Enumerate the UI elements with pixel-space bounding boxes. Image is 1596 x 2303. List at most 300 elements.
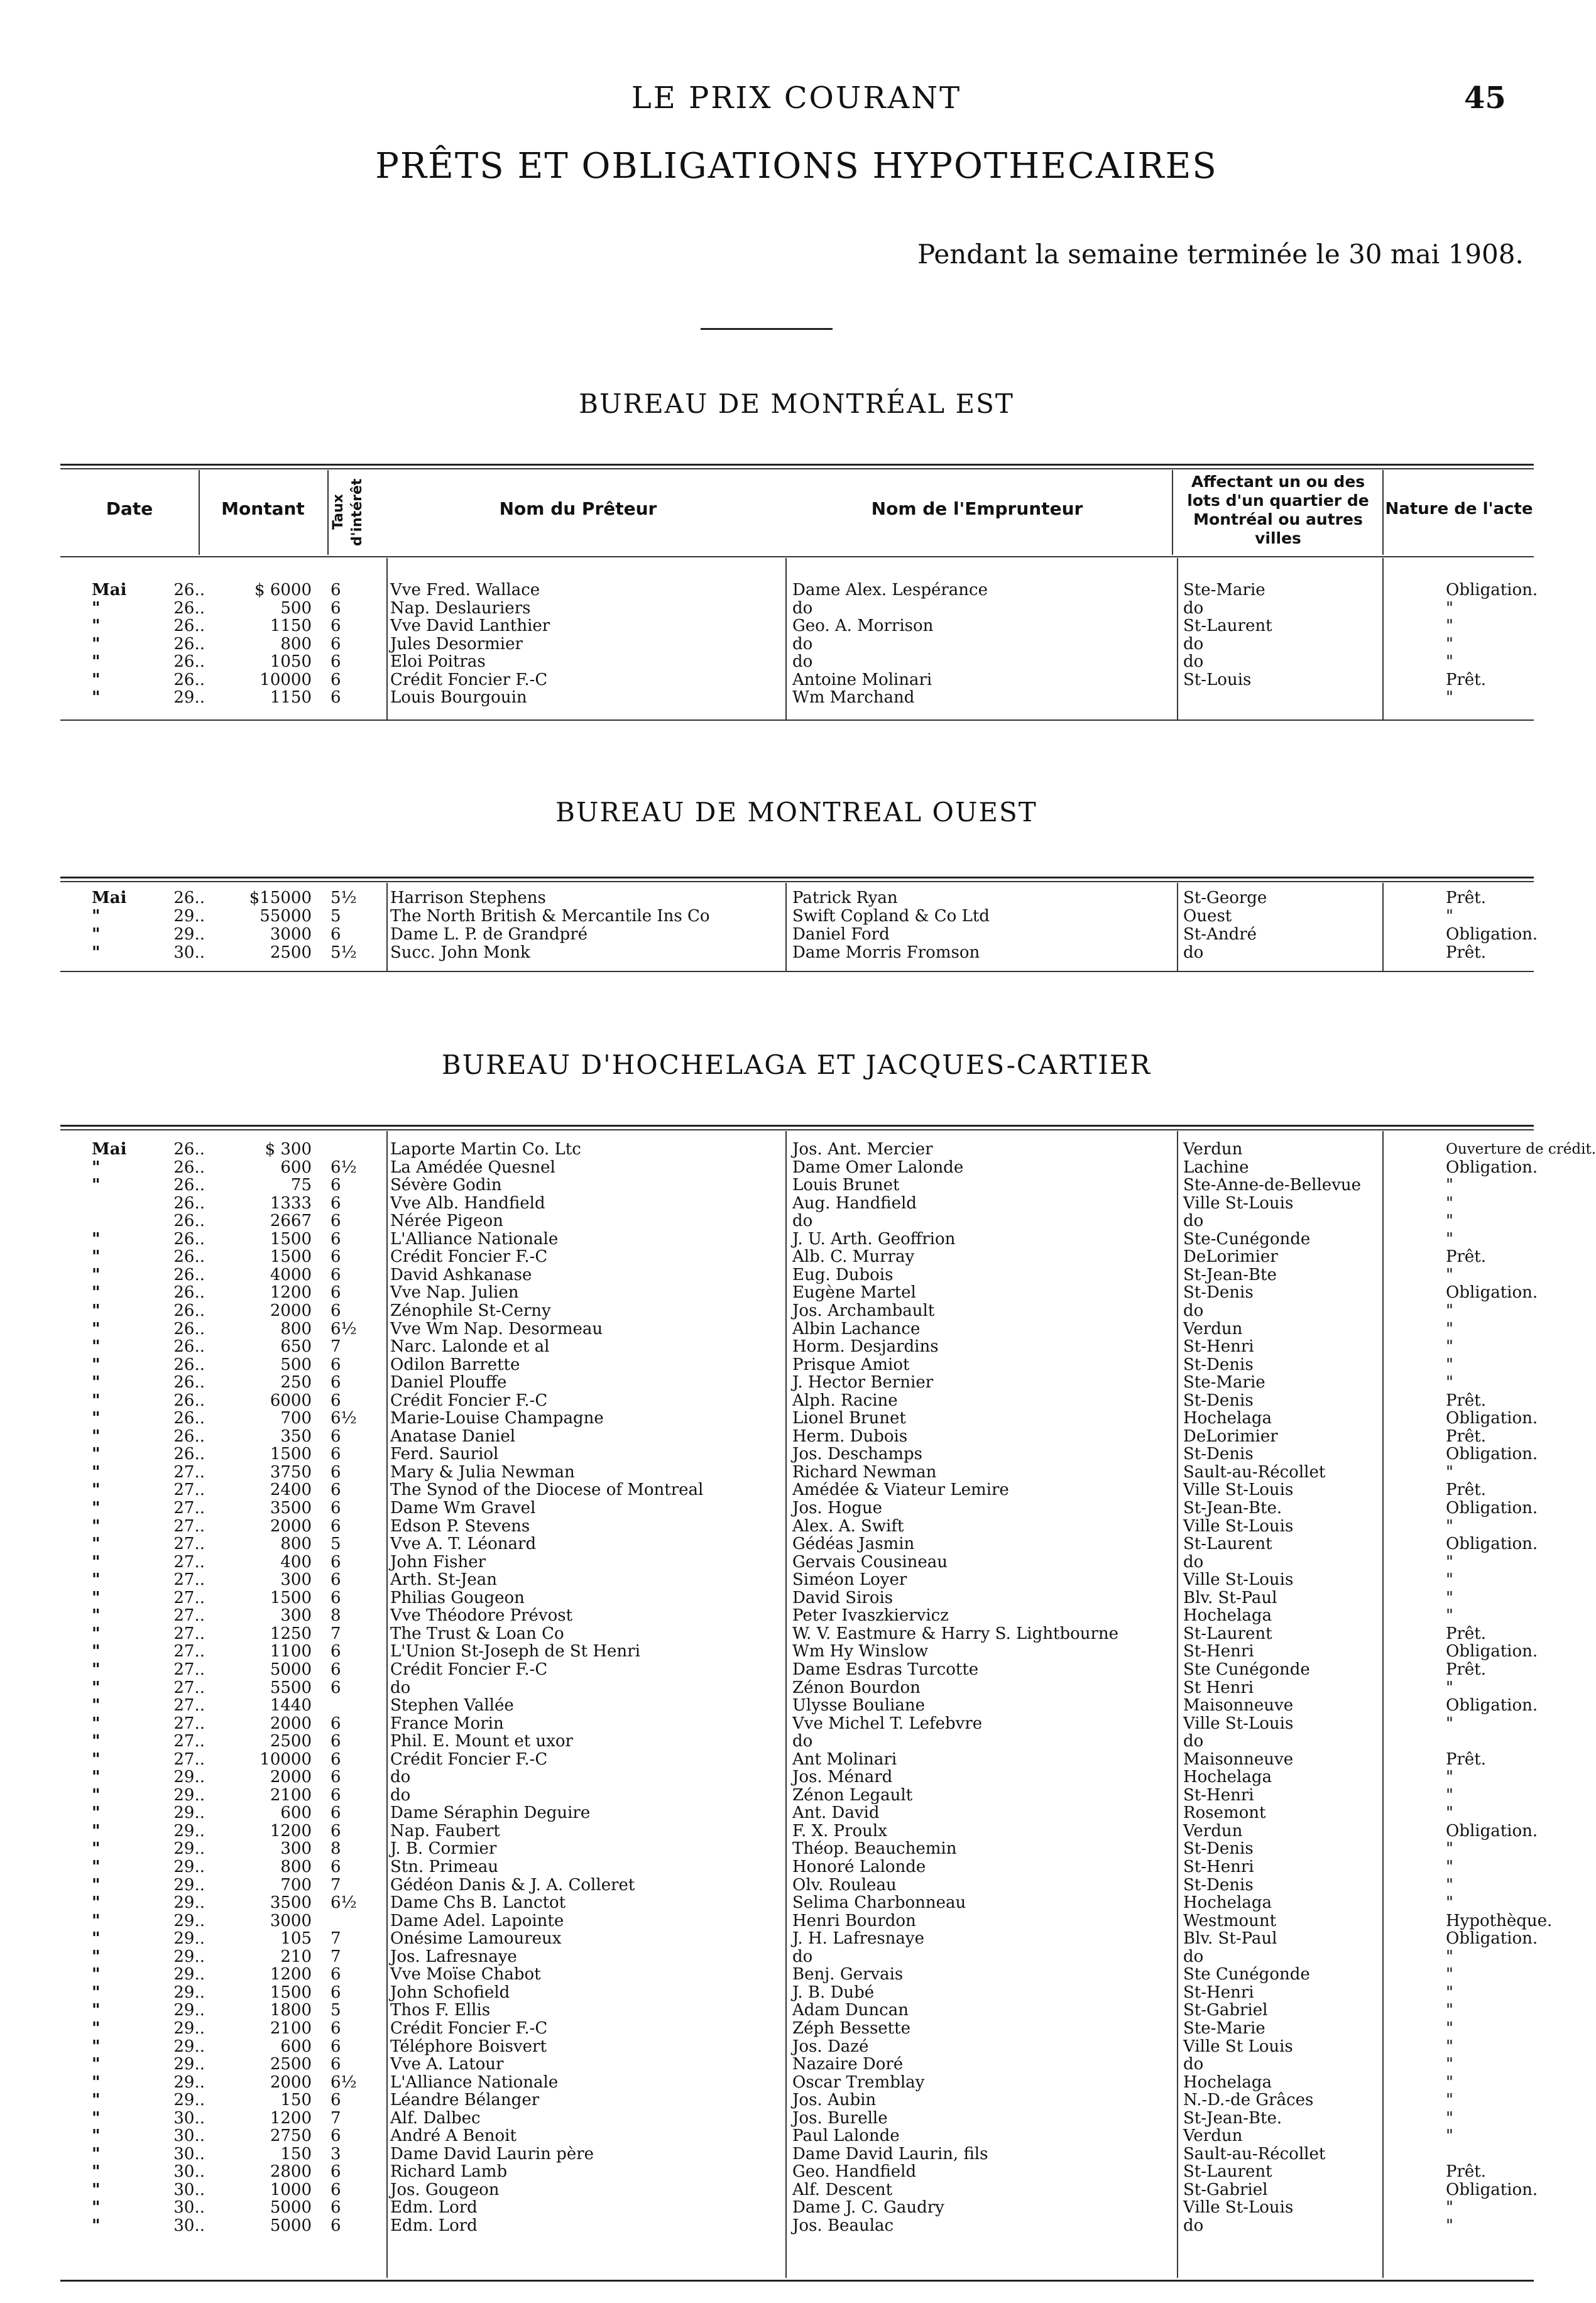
cell-amount: 2500 xyxy=(270,1732,312,1751)
cell-location: Sault-au-Récollet xyxy=(1183,2144,1326,2164)
cell-nature: Obligation. xyxy=(1446,2180,1538,2199)
cell-borrower: Jos. Ant. Mercier xyxy=(792,1140,933,1159)
cell-amount: 700 xyxy=(280,1409,312,1428)
cell-location: Ouest xyxy=(1183,907,1232,926)
cell-borrower: Olv. Rouleau xyxy=(792,1875,897,1895)
table-row xyxy=(60,1984,1534,2001)
col-divider xyxy=(785,558,787,719)
cell-amount: 1800 xyxy=(270,2001,312,2020)
table-row xyxy=(60,1338,1534,1355)
cell-amount: 5000 xyxy=(270,2216,312,2235)
cell-location: Blv. St-Paul xyxy=(1183,1588,1277,1607)
cell-date-day: 29.. xyxy=(173,2055,205,2074)
cell-date-month: " xyxy=(92,907,101,926)
cell-nature: Prêt. xyxy=(1446,1480,1487,1500)
cell-nature: " xyxy=(1446,2126,1453,2146)
cell-rate: 6 xyxy=(331,581,341,599)
cell-borrower: Geo. Handfield xyxy=(792,2162,917,2182)
cell-amount: 1440 xyxy=(270,1696,312,1715)
cell-amount: 500 xyxy=(280,1355,312,1374)
cell-amount: 1500 xyxy=(270,1445,312,1464)
cell-date-day: 29.. xyxy=(173,2091,205,2110)
cell-amount: 1500 xyxy=(270,1588,312,1607)
cell-nature: Prêt. xyxy=(1446,889,1487,907)
cell-date-day: 27.. xyxy=(173,1642,205,1661)
cell-nature: " xyxy=(1446,652,1453,671)
table-row xyxy=(60,2020,1534,2037)
col-divider xyxy=(1177,1131,1178,2278)
cell-amount: 250 xyxy=(280,1373,312,1392)
cell-location: St-Denis xyxy=(1183,1283,1254,1303)
cell-location: DeLorimier xyxy=(1183,1426,1278,1446)
cell-borrower: Dame David Laurin, fils xyxy=(792,2144,988,2164)
cell-nature: " xyxy=(1446,688,1453,707)
cell-borrower: Gédéas Jasmin xyxy=(792,1534,915,1554)
table-top-rule-inner xyxy=(60,881,1534,882)
cell-amount: 1000 xyxy=(270,2180,312,2199)
cell-location: St-Jean-Bte. xyxy=(1183,2108,1282,2128)
cell-location: Ville St-Louis xyxy=(1183,1714,1294,1733)
col-header-location: Affectant un ou des lots d'un quartier de Montréal ou autres villes xyxy=(1187,473,1369,547)
cell-nature: " xyxy=(1446,1516,1453,1536)
cell-lender: Harrison Stephens xyxy=(390,889,546,907)
cell-borrower: Zéph Bessette xyxy=(792,2018,910,2038)
cell-date-day: 30.. xyxy=(173,2180,205,2199)
cell-location: St-Gabriel xyxy=(1183,2180,1268,2199)
cell-nature: " xyxy=(1446,2108,1453,2128)
section-bottom-rule xyxy=(60,971,1534,972)
cell-lender: La Amédée Quesnel xyxy=(390,1157,555,1177)
cell-date-month: " xyxy=(92,1606,101,1626)
cell-lender: Dame Chs B. Lanctot xyxy=(390,1893,566,1913)
cell-amount: 5000 xyxy=(270,2198,312,2218)
table-row xyxy=(60,1840,1534,1857)
cell-borrower: W. V. Eastmure & Harry S. Lightbourne xyxy=(792,1624,1119,1643)
table-row xyxy=(60,1553,1534,1571)
cell-amount: 3500 xyxy=(270,1499,312,1518)
cell-rate: 5½ xyxy=(331,889,357,907)
cell-date-month: " xyxy=(92,1229,101,1249)
cell-borrower: Swift Copland & Co Ltd xyxy=(792,907,990,926)
cell-location: do xyxy=(1183,1552,1204,1572)
cell-location: St Henri xyxy=(1183,1678,1254,1697)
table-row xyxy=(60,1696,1538,1715)
cell-date-day: 29.. xyxy=(173,2001,205,2020)
cell-rate: 6 xyxy=(331,2162,341,2182)
cell-nature: " xyxy=(1446,1176,1453,1195)
cell-date-month: " xyxy=(92,1552,101,1572)
cell-rate: 5 xyxy=(331,907,341,926)
cell-lender: Thos F. Ellis xyxy=(390,2001,491,2020)
cell-amount: 2800 xyxy=(270,2162,312,2182)
running-title: LE PRIX COURANT xyxy=(631,80,962,116)
table-row xyxy=(60,1876,1534,1894)
cell-amount: 55000 xyxy=(260,907,312,926)
cell-nature: " xyxy=(1446,2037,1453,2056)
cell-borrower: Jos. Dazé xyxy=(792,2037,869,2056)
cell-borrower: Nazaire Doré xyxy=(792,2055,904,2074)
table-row xyxy=(60,1212,1534,1230)
cell-rate: 6 xyxy=(331,1660,341,1679)
cell-date-month: " xyxy=(92,1857,101,1876)
cell-nature: Prêt. xyxy=(1446,1391,1487,1410)
cell-date-month: " xyxy=(92,2055,101,2074)
table-top-rule xyxy=(60,464,1534,466)
cell-rate: 7 xyxy=(331,2108,341,2128)
cell-lender: Dame Séraphin Deguire xyxy=(390,1803,591,1823)
cell-location: St-Henri xyxy=(1183,1785,1254,1805)
cell-nature: Prêt. xyxy=(1446,943,1487,962)
cell-date-day: 29.. xyxy=(173,1839,205,1859)
table-row xyxy=(60,1929,1538,1949)
cell-nature: " xyxy=(1446,1714,1453,1733)
cell-lender: Nap. Faubert xyxy=(390,1821,500,1841)
table-row xyxy=(60,944,1534,961)
cell-borrower: do xyxy=(792,598,813,618)
cell-date-month: " xyxy=(92,1660,101,1679)
col-divider xyxy=(785,883,787,971)
cell-amount: 10000 xyxy=(260,1749,312,1769)
cell-location: St-Louis xyxy=(1183,670,1252,689)
cell-rate: 7 xyxy=(331,1929,341,1949)
col-header-lender: Nom du Prêteur xyxy=(499,498,657,519)
cell-amount: 650 xyxy=(280,1337,312,1357)
cell-location: Ste-Marie xyxy=(1183,2018,1265,2038)
cell-borrower: Amédée & Viateur Lemire xyxy=(792,1480,1009,1500)
cell-lender: J. B. Cormier xyxy=(390,1839,497,1859)
section-bottom-rule xyxy=(60,719,1534,721)
cell-date-day: 29.. xyxy=(173,1768,205,1787)
cell-date-day: 26.. xyxy=(173,581,205,599)
period-line: Pendant la semaine terminée le 30 mai 1908. xyxy=(917,239,1524,270)
cell-lender: André A Benoit xyxy=(390,2126,517,2146)
cell-date-day: 27.. xyxy=(173,1714,205,1733)
cell-date-day: 26.. xyxy=(173,1373,205,1392)
cell-date-month: " xyxy=(92,1821,101,1841)
cell-location: Westmount xyxy=(1183,1911,1277,1930)
cell-rate: 6 xyxy=(331,2198,341,2218)
cell-location: St-Henri xyxy=(1183,1642,1254,1661)
cell-date-day: 29.. xyxy=(173,1893,205,1913)
cell-rate: 6 xyxy=(331,1462,341,1482)
col-header-amount: Montant xyxy=(221,498,305,519)
cell-date-day: 29.. xyxy=(173,2018,205,2038)
cell-date-month: " xyxy=(92,1283,101,1303)
cell-lender: Léandre Bélanger xyxy=(390,2091,540,2110)
cell-borrower: Dame Omer Lalonde xyxy=(792,1157,964,1177)
cell-location: Ville St-Louis xyxy=(1183,1480,1294,1500)
cell-nature: " xyxy=(1446,1893,1453,1913)
cell-location: Hochelaga xyxy=(1183,1893,1272,1913)
cell-lender: Crédit Foncier F.-C xyxy=(390,1247,548,1267)
table-row xyxy=(60,1302,1534,1320)
cell-location: St-Henri xyxy=(1183,1337,1254,1357)
table-row xyxy=(60,1858,1534,1876)
cell-date-day: 27.. xyxy=(173,1462,205,1482)
table-row xyxy=(60,1248,1534,1266)
cell-rate: 6 xyxy=(331,2126,341,2146)
cell-nature: " xyxy=(1446,2001,1453,2020)
cell-date-day: 29.. xyxy=(173,907,205,926)
table-row xyxy=(60,1499,1538,1518)
col-divider xyxy=(1172,470,1173,555)
cell-nature: Prêt. xyxy=(1446,1749,1487,1769)
cell-rate: 6 xyxy=(331,925,341,944)
cell-nature: " xyxy=(1446,598,1453,618)
cell-amount: 700 xyxy=(280,1875,312,1895)
cell-borrower: J. H. Lafresnaye xyxy=(792,1929,925,1949)
cell-amount: 800 xyxy=(280,1857,312,1876)
cell-date-month: " xyxy=(92,688,101,707)
cell-lender: Vve A. Latour xyxy=(390,2055,504,2074)
cell-lender: Narc. Lalonde et al xyxy=(390,1337,550,1357)
cell-lender: Stephen Vallée xyxy=(390,1696,514,1715)
cell-lender: Edm. Lord xyxy=(390,2198,478,2218)
cell-location: St-André xyxy=(1183,925,1257,944)
cell-borrower: Ant. David xyxy=(792,1803,880,1823)
cell-borrower: F. X. Proulx xyxy=(792,1821,887,1841)
cell-nature: " xyxy=(1446,1265,1453,1284)
cell-date-day: 26.. xyxy=(173,1391,205,1410)
cell-amount: 1500 xyxy=(270,1983,312,2002)
cell-date-month: " xyxy=(92,598,101,618)
cell-nature: " xyxy=(1446,1552,1453,1572)
cell-date-day: 27.. xyxy=(173,1552,205,1572)
cell-location: N.-D.-de Grâces xyxy=(1183,2091,1314,2110)
col-header-nature: Nature de l'acte xyxy=(1385,500,1533,518)
cell-amount: 2100 xyxy=(270,1785,312,1805)
cell-lender: John Schofield xyxy=(390,1983,510,2002)
cell-rate: 6 xyxy=(331,1552,341,1572)
table-row xyxy=(60,2127,1534,2145)
cell-lender: Téléphore Boisvert xyxy=(390,2037,547,2056)
cell-rate: 6 xyxy=(331,1301,341,1320)
cell-lender: do xyxy=(390,1768,411,1787)
cell-lender: Vve A. T. Léonard xyxy=(390,1534,537,1554)
cell-borrower: Gervais Cousineau xyxy=(792,1552,948,1572)
cell-rate: 6 xyxy=(331,1821,341,1841)
cell-lender: Dame Wm Gravel xyxy=(390,1499,536,1518)
cell-amount: 2000 xyxy=(270,1768,312,1787)
table-row xyxy=(60,581,1538,599)
cell-date-month: " xyxy=(92,1749,101,1769)
cell-borrower: Théop. Beauchemin xyxy=(792,1839,957,1859)
cell-borrower: Peter Ivaszkiervicz xyxy=(792,1606,949,1626)
cell-location: St-Henri xyxy=(1183,1857,1254,1876)
cell-nature: " xyxy=(1446,1229,1453,1249)
table-row xyxy=(60,1732,1534,1750)
cell-amount: 800 xyxy=(280,1534,312,1554)
cell-rate: 3 xyxy=(331,2144,341,2164)
cell-rate: 6 xyxy=(331,616,341,635)
cell-amount: 2100 xyxy=(270,2018,312,2038)
cell-nature: " xyxy=(1446,1965,1453,1984)
cell-date-month: " xyxy=(92,943,101,962)
cell-rate: 7 xyxy=(331,1947,341,1966)
table-row xyxy=(60,1374,1534,1391)
cell-date-day: 30.. xyxy=(173,2198,205,2218)
cell-date-month: " xyxy=(92,1355,101,1374)
cell-location: Maisonneuve xyxy=(1183,1749,1294,1769)
cell-nature: " xyxy=(1446,2055,1453,2074)
table-row xyxy=(60,1534,1538,1554)
cell-rate: 6 xyxy=(331,1499,341,1518)
page-title: PRÊTS ET OBLIGATIONS HYPOTHECAIRES xyxy=(375,146,1218,187)
cell-date-day: 26.. xyxy=(173,1426,205,1446)
cell-date-month: " xyxy=(92,2037,101,2056)
cell-amount: $ 300 xyxy=(265,1140,312,1159)
table-row xyxy=(60,1571,1534,1589)
cell-location: Ville St-Louis xyxy=(1183,2198,1294,2218)
cell-nature: Prêt. xyxy=(1446,670,1487,689)
cell-lender: Jos. Gougeon xyxy=(390,2180,500,2199)
cell-rate: 6 xyxy=(331,1642,341,1661)
cell-location: DeLorimier xyxy=(1183,1247,1278,1267)
cell-borrower: Benj. Gervais xyxy=(792,1965,904,1984)
cell-rate: 6 xyxy=(331,688,341,707)
cell-rate: 6 xyxy=(331,1283,341,1303)
table-row xyxy=(60,1625,1534,1643)
cell-borrower: Zénon Bourdon xyxy=(792,1678,921,1697)
table-row xyxy=(60,1751,1534,1768)
cell-date-month: " xyxy=(92,1301,101,1320)
cell-borrower: Alb. C. Murray xyxy=(792,1247,915,1267)
cell-nature: Prêt. xyxy=(1446,1624,1487,1643)
cell-lender: Crédit Foncier F.-C xyxy=(390,670,548,689)
table-row xyxy=(60,2074,1534,2091)
cell-amount: $ 6000 xyxy=(254,581,312,599)
cell-nature: " xyxy=(1446,1588,1453,1607)
table-row xyxy=(60,1320,1534,1338)
col-divider xyxy=(386,558,388,719)
cell-borrower: Patrick Ryan xyxy=(792,889,898,907)
cell-lender: Vve Wm Nap. Desormeau xyxy=(390,1319,603,1338)
cell-rate: 6 xyxy=(331,1480,341,1500)
cell-lender: Marie-Louise Champagne xyxy=(390,1409,604,1428)
cell-date-month: " xyxy=(92,1516,101,1536)
cell-date-month: " xyxy=(92,1714,101,1733)
cell-lender: Vve Moïse Chabot xyxy=(390,1965,541,1984)
cell-borrower: Vve Michel T. Lefebvre xyxy=(792,1714,983,1733)
cell-amount: 4000 xyxy=(270,1265,312,1284)
cell-lender: Crédit Foncier F.-C xyxy=(390,2018,548,2038)
table-row xyxy=(60,1911,1553,1930)
cell-nature: Prêt. xyxy=(1446,1426,1487,1446)
cell-date-day: 27.. xyxy=(173,1660,205,1679)
cell-borrower: Paul Lalonde xyxy=(792,2126,900,2146)
cell-rate: 6 xyxy=(331,1355,341,1374)
table-row xyxy=(60,1948,1534,1966)
cell-borrower: Jos. Burelle xyxy=(792,2108,888,2128)
cell-lender: Gédéon Danis & J. A. Colleret xyxy=(390,1875,635,1895)
cell-nature: Obligation. xyxy=(1446,1696,1538,1715)
cell-location: St-Laurent xyxy=(1183,616,1272,635)
table-row xyxy=(60,1786,1534,1804)
cell-date-month: " xyxy=(92,2018,101,2038)
table-row xyxy=(60,1409,1538,1428)
cell-lender: John Fisher xyxy=(390,1552,486,1572)
cell-borrower: Zénon Legault xyxy=(792,1785,913,1805)
table-row xyxy=(60,1715,1534,1732)
cell-lender: Edson P. Stevens xyxy=(390,1516,530,1536)
cell-rate: 6½ xyxy=(331,1157,357,1177)
cell-rate: 6 xyxy=(331,1803,341,1823)
cell-nature: Obligation. xyxy=(1446,1157,1538,1177)
cell-lender: Vve Nap. Julien xyxy=(390,1283,519,1303)
cell-date-day: 27.. xyxy=(173,1534,205,1554)
cell-rate: 6 xyxy=(331,2180,341,2199)
cell-location: St-Denis xyxy=(1183,1445,1254,1464)
cell-date-day: 26.. xyxy=(173,1301,205,1320)
cell-amount: 400 xyxy=(280,1552,312,1572)
table-row xyxy=(60,1966,1534,1983)
cell-date-day: 27.. xyxy=(173,1678,205,1697)
cell-borrower: Antoine Molinari xyxy=(792,670,932,689)
table-row xyxy=(60,1481,1534,1499)
table-row xyxy=(60,1230,1534,1248)
cell-date-day: 26.. xyxy=(173,1283,205,1303)
cell-rate: 6 xyxy=(331,1391,341,1410)
table-row xyxy=(60,2217,1534,2235)
cell-amount: 2000 xyxy=(270,1301,312,1320)
cell-date-month: " xyxy=(92,1696,101,1715)
cell-rate: 6 xyxy=(331,1229,341,1249)
cell-amount: 3000 xyxy=(270,1911,312,1930)
cell-rate: 6 xyxy=(331,2216,341,2235)
cell-rate: 6½ xyxy=(331,1409,357,1428)
cell-date-month: " xyxy=(92,1499,101,1518)
cell-borrower: do xyxy=(792,652,813,671)
cell-amount: 800 xyxy=(280,1319,312,1338)
cell-nature: Hypothèque. xyxy=(1446,1911,1553,1930)
cell-date-day: 26.. xyxy=(173,1319,205,1338)
cell-nature: Obligation. xyxy=(1446,1409,1538,1428)
cell-date-month: " xyxy=(92,1391,101,1410)
cell-location: Ste-Anne-de-Bellevue xyxy=(1183,1176,1362,1195)
cell-amount: 1250 xyxy=(270,1624,312,1643)
cell-location: St-Denis xyxy=(1183,1355,1254,1374)
cell-location: Hochelaga xyxy=(1183,1606,1272,1626)
table-row xyxy=(60,1679,1534,1697)
cell-date-month: " xyxy=(92,1480,101,1500)
cell-date-day: 27.. xyxy=(173,1624,205,1643)
cell-date-month: " xyxy=(92,652,101,671)
cell-rate: 6 xyxy=(331,1714,341,1733)
cell-date-day: 27.. xyxy=(173,1606,205,1626)
cell-location: Ste-Marie xyxy=(1183,1373,1265,1392)
cell-nature: Prêt. xyxy=(1446,2162,1487,2182)
cell-lender: Succ. John Monk xyxy=(390,943,530,962)
cell-lender: Laporte Martin Co. Ltc xyxy=(390,1140,581,1159)
cell-amount: 1500 xyxy=(270,1247,312,1267)
table-row xyxy=(60,1428,1534,1445)
cell-nature: " xyxy=(1446,1947,1453,1966)
cell-location: Verdun xyxy=(1183,1319,1243,1338)
cell-date-month: " xyxy=(92,1642,101,1661)
cell-location: Maisonneuve xyxy=(1183,1696,1294,1715)
cell-location: Rosemont xyxy=(1183,1803,1266,1823)
cell-lender: L'Alliance Nationale xyxy=(390,1229,559,1249)
cell-rate: 6 xyxy=(331,1373,341,1392)
cell-date-month: " xyxy=(92,2091,101,2110)
cell-borrower: Selima Charbonneau xyxy=(792,1893,966,1913)
cell-rate: 6 xyxy=(331,1265,341,1284)
cell-lender: Nap. Deslauriers xyxy=(390,598,531,618)
cell-date-day: 29.. xyxy=(173,1821,205,1841)
table-row xyxy=(60,1463,1534,1481)
cell-date-month: " xyxy=(92,1319,101,1338)
cell-date-month: " xyxy=(92,1803,101,1823)
